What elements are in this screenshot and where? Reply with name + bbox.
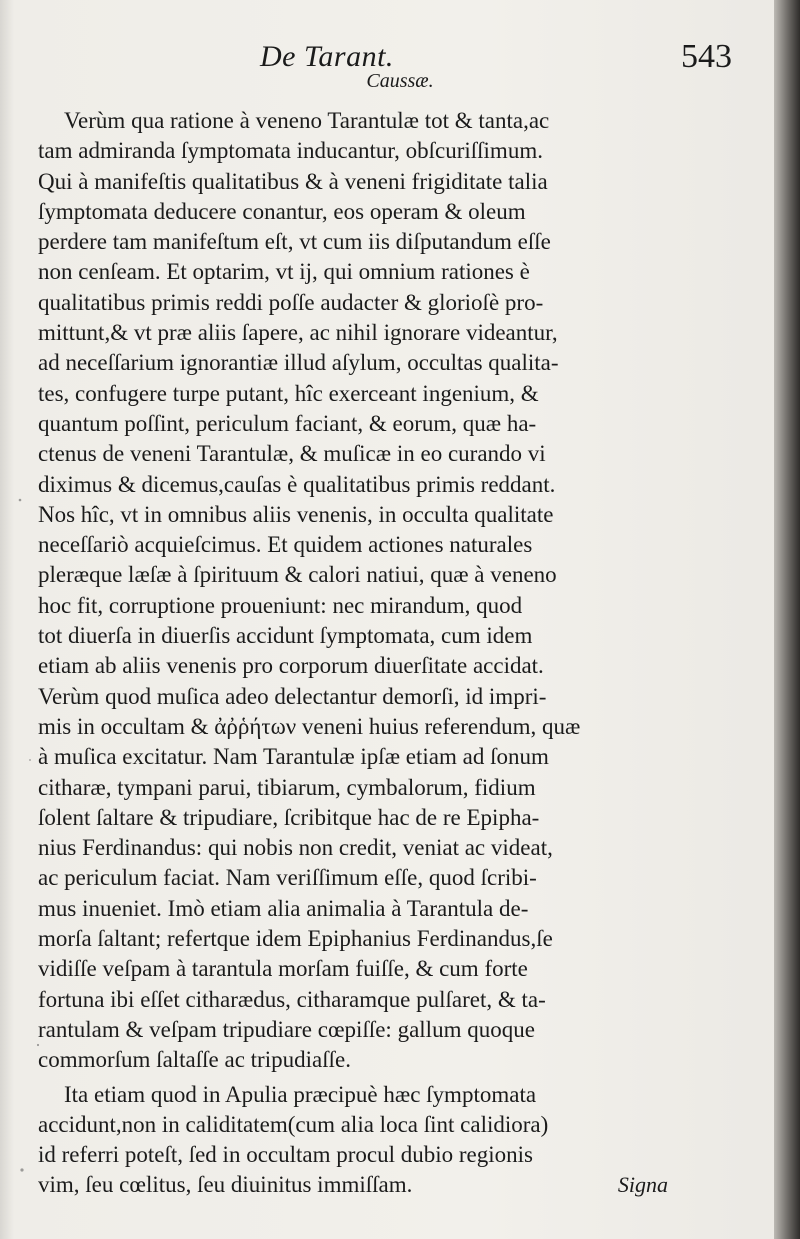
running-title: De Tarant. [260, 40, 394, 73]
text-line: ſymptomata deducere conantur, eos operam & oleum [38, 198, 526, 224]
text-line: Ita etiam quod in Apulia præcipuè hæc ſymptomata [64, 1081, 537, 1107]
text-line: mus inueniet. Imò etiam alia animalia à Tarantula de- [38, 895, 529, 921]
paragraph-2 [38, 1080, 678, 1201]
text-line: rantulam & veſpam tripudiare cœpiſſe: gallum quoque [38, 1016, 535, 1042]
text-line: accidunt,non in caliditatem(cum alia loca ſint calidiora) [38, 1111, 549, 1137]
text-line: pleræque læſæ à ſpirituum & calori natiui, quæ à veneno [38, 562, 557, 588]
text-line: Verùm qua ratione à veneno Tarantulæ tot & tanta,ac [64, 108, 550, 133]
text-line: ctenus de veneni Tarantulæ, & muſicæ in eo curando vi [38, 441, 546, 467]
text-line: vidiſſe veſpam à tarantula morſam fuiſſe, & cum forte [38, 956, 528, 982]
text-line: morſa ſaltant; refertque idem Epiphanius Ferdinandus,ſe [38, 926, 553, 952]
text-line: mittunt,& vt præ aliis ſapere, ac nihil ignorare videantur, [38, 320, 558, 346]
text-line: mis in occultam & ἀῤῥήτων veneni huius referendum, quæ [38, 713, 581, 739]
paragraph-1 [38, 106, 678, 1076]
text-line: nius Ferdinandus: qui nobis non credit, veniat ac videat, [38, 835, 553, 861]
text-line: Nos hîc, vt in omnibus aliis venenis, in occulta qualitate [38, 501, 554, 527]
text-line: tot diuerſa in diuerſis accidunt ſymptomata, cum idem [38, 623, 533, 649]
text-line: ac periculum faciat. Nam veriſſimum eſſe, quod ſcribi- [38, 865, 537, 891]
text-line: tes, confugere turpe putant, hîc exerceant ingenium, & [38, 380, 539, 406]
text-line: diximus & dicemus,cauſas è qualitatibus primis reddant. [38, 471, 556, 497]
text-line: ad neceſſarium ignorantiæ illud aſylum, occultas qualita- [38, 350, 559, 376]
text-line: fortuna ibi eſſet citharædus, citharamque pulſaret, & ta- [38, 986, 546, 1012]
margin-specks [19, 499, 39, 1172]
text-line: Qui à manifeſtis qualitatibus & à veneni frigiditate talia [38, 168, 548, 194]
text-line: quantum poſſint, periculum faciant, & eorum, quæ ha- [38, 410, 537, 436]
text-line: Verùm quod muſica adeo delectantur demorſi, id impri- [38, 683, 547, 709]
text-line: commorſum ſaltaſſe ac tripudiaſſe. [38, 1047, 351, 1073]
text-line: ſolent ſaltare & tripudiare, ſcribitque hac de re Epipha- [38, 804, 540, 830]
book-spine-edge [774, 0, 800, 1239]
text-line: à muſica excitatur. Nam Tarantulæ ipſæ etiam ad ſonum [38, 744, 549, 770]
catchword: Signa [617, 1172, 668, 1197]
text-line: vim, ſeu cœlitus, ſeu diuinitus immiſſam. [38, 1172, 413, 1198]
text-line: citharæ, tympani parui, tibiarum, cymbalorum, fidium [38, 774, 536, 800]
text-line: non cenſeam. Et optarim, vt ij, qui omnium rationes è [38, 259, 530, 285]
text-line: etiam ab aliis venenis pro corporum diuerſitate accidat. [38, 653, 544, 679]
text-line: qualitatibus primis reddi poſſe audacter & glorioſè pro- [38, 289, 544, 315]
text-line: tam admiranda ſymptomata inducantur, obſcuriſſimum. [38, 138, 543, 164]
section-heading: Caussæ. [366, 70, 434, 92]
body-text [38, 106, 678, 1201]
text-line: id referri poteſt, ſed in occultam procul dubio regionis [38, 1142, 533, 1168]
text-line: perdere tam manifeſtum eſt, vt cum iis diſputandum eſſe [38, 229, 551, 255]
text-line: hoc fit, corruptione proueniunt: nec mirandum, quod [38, 592, 523, 618]
page-number: 543 [681, 38, 732, 75]
text-line: neceſſariò acquieſcimus. Et quidem actiones naturales [38, 532, 533, 558]
